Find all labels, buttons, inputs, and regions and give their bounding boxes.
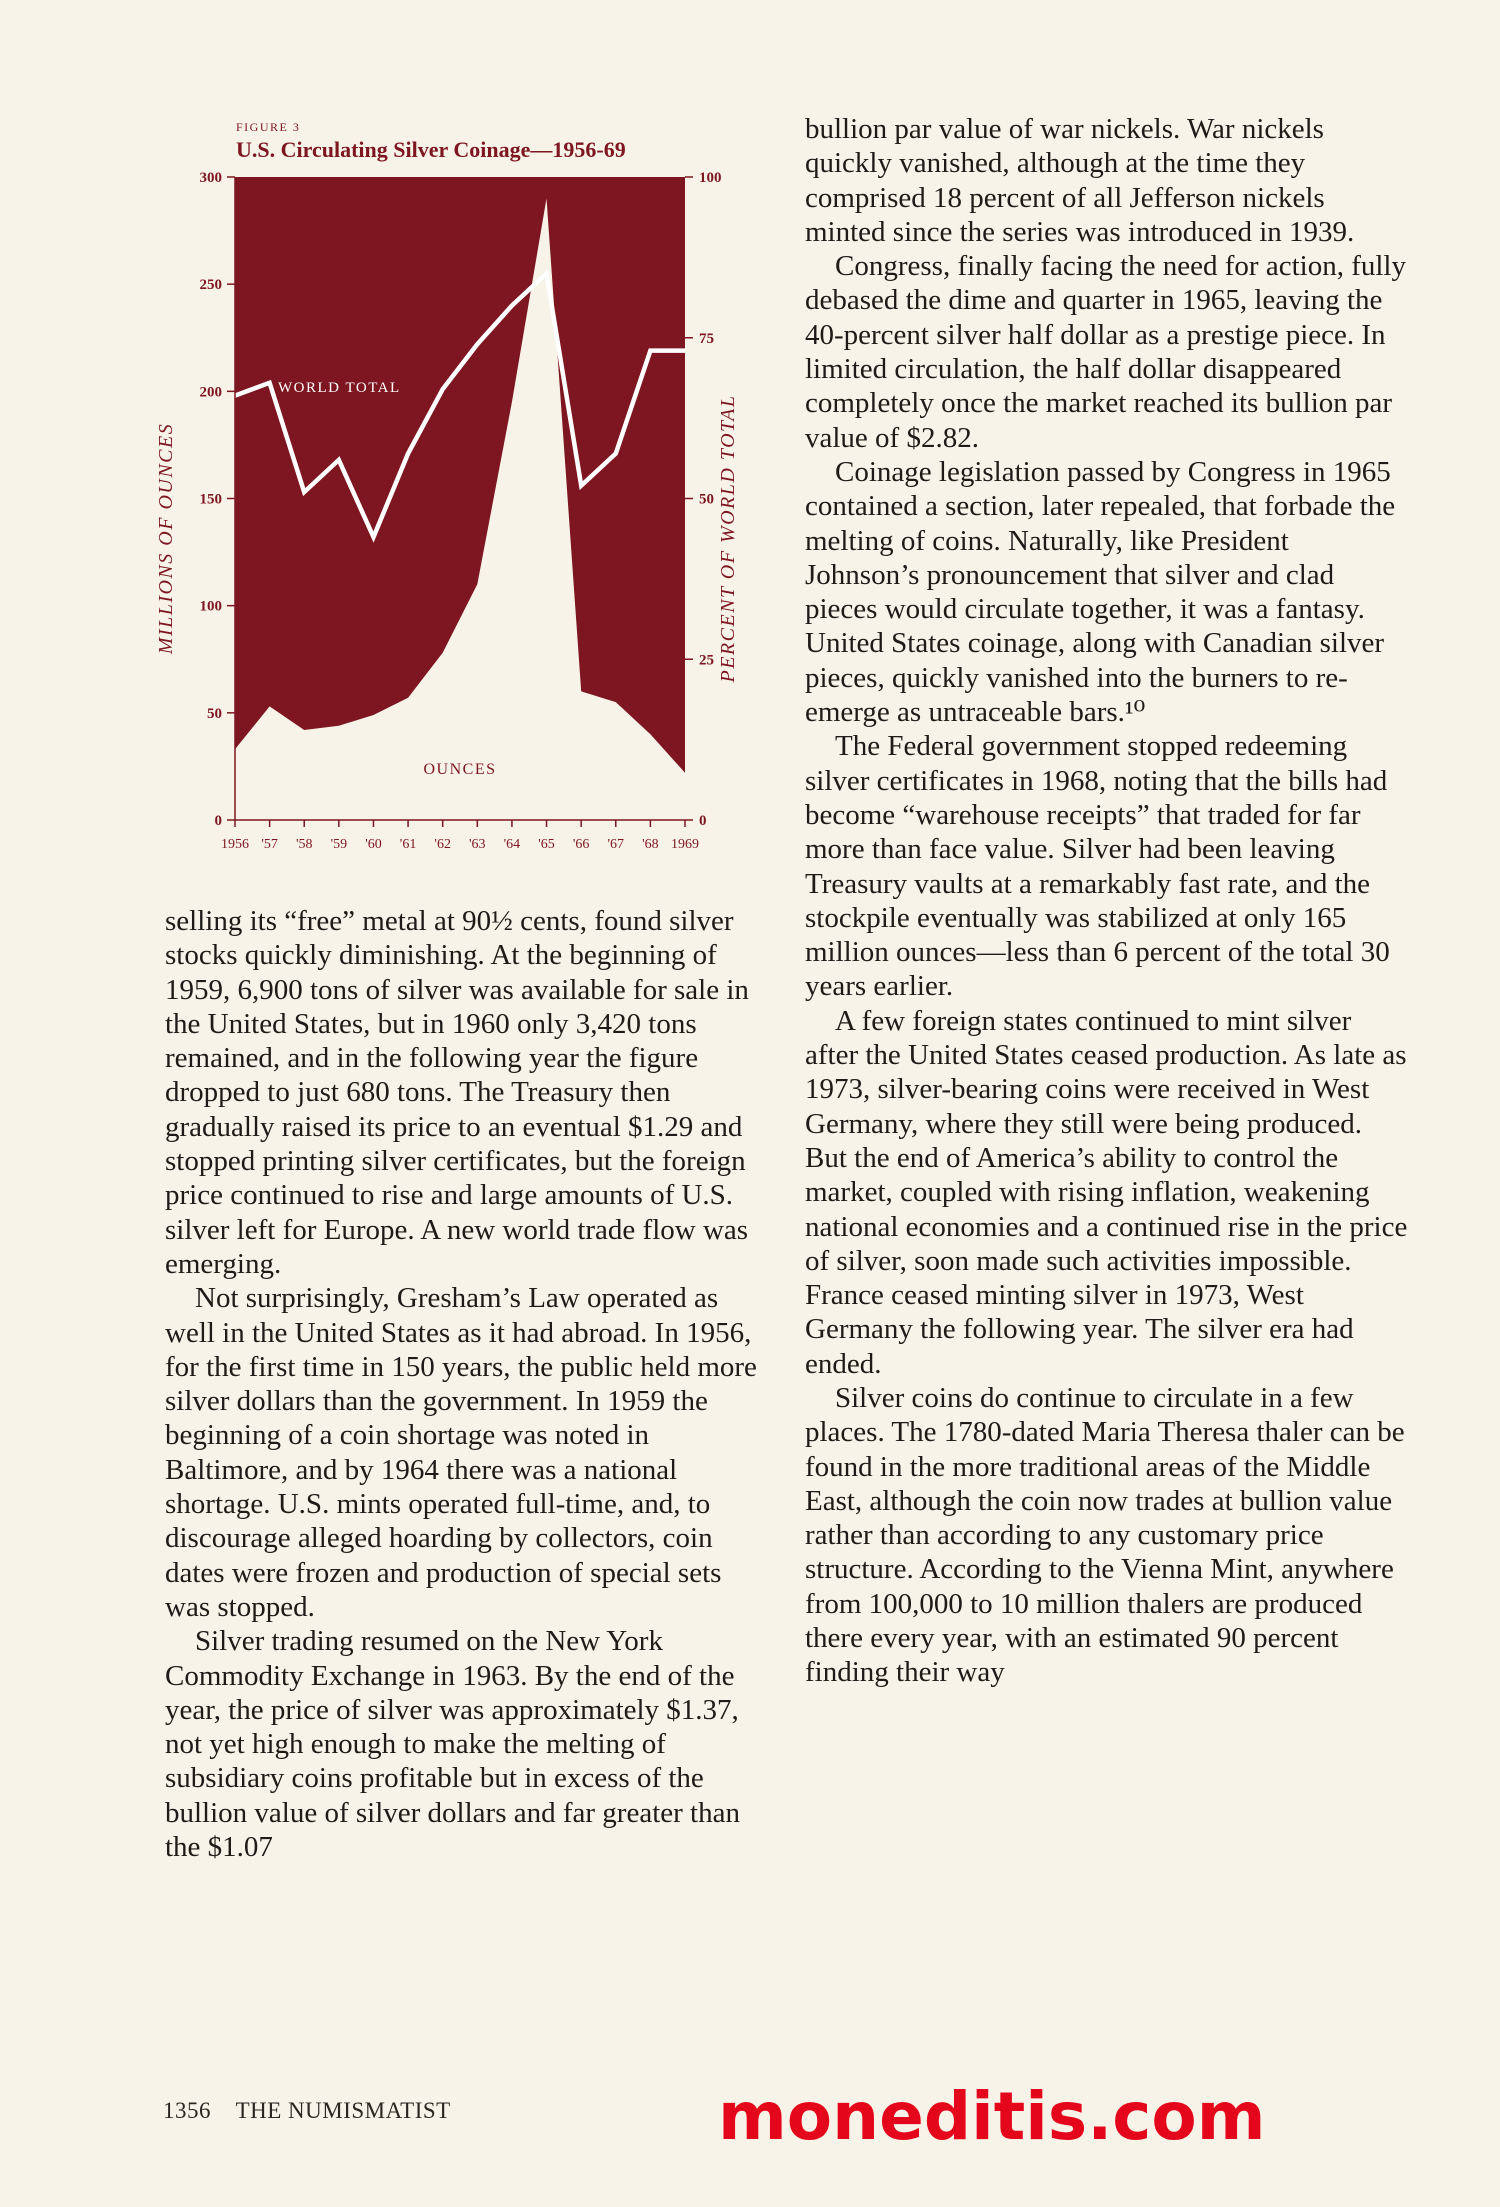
paragraph: Not surprisingly, Gresham’s Law operated as well in the United States as it had abroad. In 1956, for the first time in 150 years, the public held more silver dollars than the government. In 1959 the beginning of a coin shortage was noted in Baltimore, and by 1964 there was a national shortage. U.S. mints operated full-time, and, to discourage alleged hoarding by collectors, coin dates were frozen and production of special sets was stopped. (165, 1282, 757, 1623)
ounces-label: OUNCES (423, 761, 497, 778)
silver-coinage-chart (150, 115, 739, 865)
figure-3 (150, 115, 739, 865)
right-tick-label: 25 (699, 652, 714, 669)
left-tick-label: 200 (199, 384, 222, 401)
chart-title: U.S. Circulating Silver Coinage—1956-69 (236, 137, 626, 162)
figure-label: FIGURE 3 (236, 120, 301, 134)
paragraph: Silver trading resumed on the New York Commodity Exchange in 1963. By the end of the year, the price of silver was approximately $1.37, not yet high enough to make the melting of subsidiary coins profitable but in excess of the bullion value of silver dollars and far greater than the $1.07 (165, 1625, 740, 1864)
x-tick-label: '57 (261, 837, 278, 852)
x-tick-label: '67 (607, 837, 625, 852)
world-total-label: WORLD TOTAL (278, 380, 401, 396)
right-tick-label: 100 (699, 170, 722, 186)
x-tick-label: '65 (538, 837, 555, 852)
x-tick-label: '63 (469, 837, 486, 852)
x-tick-label: 1956 (221, 837, 249, 852)
right-tick-label: 50 (699, 491, 714, 508)
left-tick-label: 150 (199, 491, 222, 508)
paragraph: Coinage legislation passed by Congress in 1965 contained a section, later repealed, that forbade the melting of coins. Naturally, like President Johnson’s pronouncement that silver and clad pieces would circulate together, it was a fantasy. United States coinage, along with Canadian silver pieces, quickly vanished into the burners to re-emerge as untraceable bars.¹⁰ (805, 455, 1396, 729)
left-tick-label: 100 (199, 598, 222, 615)
right-axis-label: PERCENT OF WORLD TOTAL (717, 394, 739, 683)
left-tick-label: 50 (207, 705, 222, 722)
left-column (165, 904, 765, 1864)
right-column (805, 112, 1410, 1690)
paragraph: selling its “free” metal at 90½ cents, found silver stocks quickly diminishing. At the beginning of 1959, 6,900 tons of silver was available for sale in the United States, but in 1960 only 3,420 tons remained, and in the following year the figure dropped to just 680 tons. The Treasury then gradually raised its price to an eventual $1.29 and stopped printing silver certificates, but the foreign price continued to rise and large amounts of U.S. silver left for Europe. A new world trade flow was emerging. (165, 905, 749, 1280)
page-number: 1356 (163, 2098, 211, 2123)
x-tick-label: '68 (642, 837, 659, 852)
x-tick-label: '59 (330, 837, 348, 852)
right-tick-label: 0 (699, 813, 707, 829)
x-tick-label: '58 (295, 837, 313, 852)
left-tick-label: 250 (199, 277, 222, 294)
paragraph: Congress, finally facing the need for action, fully debased the dime and quarter in 1965, leaving the 40-percent silver half dollar as a prestige piece. In limited circulation, the half dollar disappeared completely once the market reached its bullion par value of $2.82. (805, 250, 1406, 454)
x-tick-label: 1969 (671, 837, 699, 852)
paragraph: Silver coins do continue to circulate in a few places. The 1780-dated Maria Theresa thaler can be found in the more traditional areas of the Middle East, although the coin now trades at bullion value rather than according to any customary price structure. According to the Vienna Mint, anywhere from 100,000 to 10 million thalers are produced there every year, with an estimated 90 percent finding their way (805, 1381, 1405, 1689)
paragraph: bullion par value of war nickels. War nickels quickly vanished, although at the time they comprised 18 percent of all Jefferson nickels minted since the series was introduced in 1939. (805, 113, 1355, 248)
left-tick-label: 0 (214, 813, 222, 829)
left-tick-label: 300 (199, 170, 222, 186)
paragraph: A few foreign states continued to mint silver after the United States ceased production. As late as 1973, silver-bearing coins were received in West Germany, where they still were being produced. But the end of America’s ability to control the market, coupled with rising inflation, weakening national economies and a continued rise in the price of silver, soon made such activities impossible. France ceased minting silver in 1973, West Germany the following year. The silver era had ended. (805, 1004, 1408, 1380)
publication-name: THE NUMISMATIST (235, 2098, 451, 2123)
x-tick-label: '60 (365, 837, 382, 852)
paragraph: The Federal government stopped redeeming silver certificates in 1968, noting that the bills had become “warehouse receipts” that traded for far more than face value. Silver had been leaving Treasury vaults at a remarkably fast rate, and the stockpile eventually was stabilized at only 165 million ounces—less than 6 percent of the total 30 years earlier. (805, 730, 1390, 1003)
x-tick-label: '62 (434, 837, 451, 852)
x-tick-label: '61 (399, 837, 417, 852)
x-tick-label: '66 (572, 837, 590, 852)
x-tick-label: '64 (503, 837, 521, 852)
watermark: moneditis.com (718, 2078, 1266, 2155)
right-tick-label: 75 (699, 330, 714, 347)
page-footer (163, 2098, 451, 2124)
left-axis-label: MILLIONS OF OUNCES (155, 422, 177, 655)
